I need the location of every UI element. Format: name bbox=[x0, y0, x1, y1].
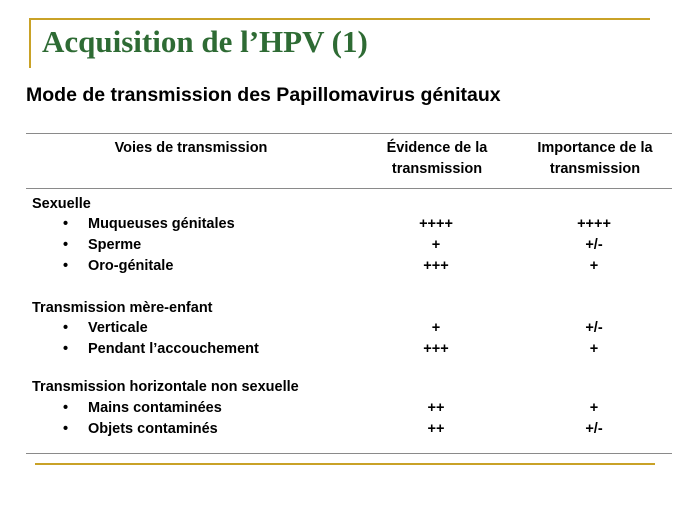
table-row bbox=[0, 400, 689, 420]
section-title-mere-enfant: Transmission mère-enfant bbox=[32, 300, 213, 316]
bullet: • bbox=[63, 341, 69, 357]
table-row bbox=[0, 320, 689, 340]
table-subtitle: Mode de transmission des Papillomavirus génitaux bbox=[26, 84, 501, 106]
importance-value: +/- bbox=[585, 237, 603, 253]
table-header-border bbox=[26, 188, 672, 189]
importance-value: + bbox=[589, 258, 599, 274]
slide-title: Acquisition de l’HPV (1) bbox=[42, 24, 368, 59]
row-label: Oro-génitale bbox=[88, 258, 174, 274]
header-evidence: Évidence de la transmission bbox=[386, 140, 488, 177]
bullet: • bbox=[63, 237, 69, 253]
title-top-rule bbox=[30, 18, 650, 20]
section-title-horizontale: Transmission horizontale non sexuelle bbox=[32, 379, 299, 395]
importance-value: + bbox=[589, 341, 599, 357]
evidence-value: +++ bbox=[423, 341, 449, 357]
title-side-rule bbox=[29, 18, 31, 68]
footer-rule bbox=[35, 463, 655, 465]
row-label: Muqueuses génitales bbox=[88, 216, 235, 232]
row-label: Sperme bbox=[88, 237, 142, 253]
table-row bbox=[0, 237, 689, 257]
table-row bbox=[0, 341, 689, 361]
importance-value: ++++ bbox=[577, 216, 611, 232]
importance-value: + bbox=[589, 400, 599, 416]
bullet: • bbox=[63, 216, 69, 232]
row-label: Mains contaminées bbox=[88, 400, 222, 416]
row-label: Pendant l’accouchement bbox=[88, 341, 259, 357]
header-importance: Importance de la transmission bbox=[537, 140, 653, 177]
evidence-value: +++ bbox=[423, 258, 449, 274]
bullet: • bbox=[63, 320, 69, 336]
bullet: • bbox=[63, 400, 69, 416]
bullet: • bbox=[63, 258, 69, 274]
evidence-value: ++ bbox=[427, 400, 445, 416]
row-label: Verticale bbox=[88, 320, 148, 336]
importance-value: +/- bbox=[585, 421, 603, 437]
table-row bbox=[0, 258, 689, 278]
table-row bbox=[0, 421, 689, 441]
row-label: Objets contaminés bbox=[88, 421, 218, 437]
bullet: • bbox=[63, 421, 69, 437]
evidence-value: + bbox=[431, 237, 441, 253]
table-bottom-border bbox=[26, 453, 672, 454]
header-voies: Voies de transmission bbox=[114, 140, 268, 156]
evidence-value: + bbox=[431, 320, 441, 336]
table-top-border bbox=[26, 133, 672, 134]
evidence-value: ++++ bbox=[419, 216, 453, 232]
importance-value: +/- bbox=[585, 320, 603, 336]
evidence-value: ++ bbox=[427, 421, 445, 437]
section-title-sexuelle: Sexuelle bbox=[32, 196, 91, 212]
table-row bbox=[0, 216, 689, 236]
